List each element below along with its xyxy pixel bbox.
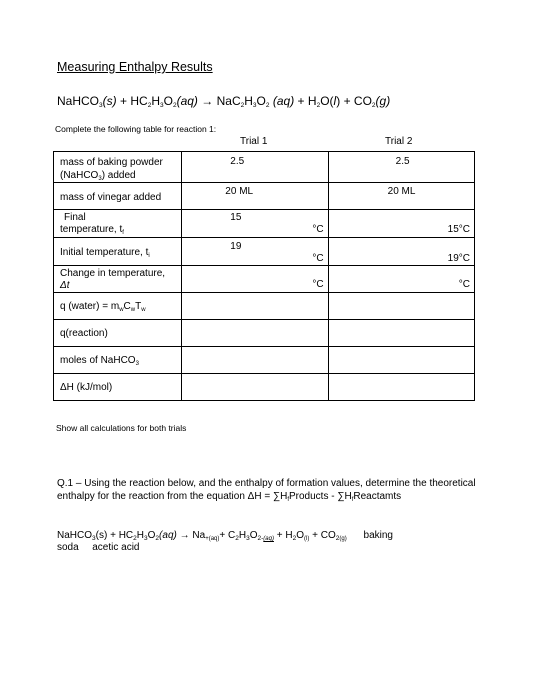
trial1-cell[interactable]: °C — [182, 266, 328, 293]
trial1-cell[interactable] — [182, 374, 328, 401]
table-row-initial-temperature — [54, 238, 475, 266]
question-1: Q.1 – Using the reaction below, and the enthalpy of formation values, determine the theoretical enthalpy for the reaction from the equation $\Delta H = \sum H_fProducts$ - $\sum H_fReactamts$ — [57, 478, 476, 503]
trial2-cell[interactable]: °C — [328, 266, 474, 293]
trial1-cell[interactable]: 20 ML — [182, 183, 328, 210]
trial2-cell[interactable] — [328, 293, 474, 320]
row-label: mass of vinegar added — [54, 183, 182, 210]
page-title: Measuring Enthalpy Results — [57, 60, 213, 74]
label-soda: soda — [57, 542, 79, 553]
label-baking: baking — [363, 530, 393, 541]
table-row-mass-vinegar — [54, 183, 475, 210]
trial2-cell[interactable]: 15°C — [328, 210, 474, 238]
trial2-cell[interactable] — [328, 347, 474, 374]
arrow-icon: → — [179, 530, 190, 541]
trial1-cell[interactable]: 19 °C — [182, 238, 328, 266]
trial2-cell[interactable]: 19°C — [328, 238, 474, 266]
row-label: moles of NaHCO$_3$ — [54, 347, 182, 374]
trial1-cell[interactable]: 15 °C — [182, 210, 328, 238]
results-table — [53, 151, 475, 401]
table-instruction: Complete the following table for reaction 1: — [55, 124, 217, 134]
calculation-note: Show all calculations for both trials — [56, 423, 187, 433]
trial2-cell[interactable]: 20 ML — [328, 183, 474, 210]
trial2-cell[interactable]: 2.5 — [328, 152, 474, 183]
trial2-cell[interactable] — [328, 320, 474, 347]
reactant-acetic-acid: $HC_2H_3O_2(aq)$ — [130, 94, 198, 109]
arrow-icon: → — [201, 94, 214, 108]
plus-sign: + — [343, 94, 351, 108]
table-row-q-water — [54, 293, 475, 320]
row-label: q(reaction) — [54, 320, 182, 347]
plus-sign: + — [119, 94, 127, 108]
trial1-cell[interactable]: 2.5 — [182, 152, 328, 183]
table-row-delta-h — [54, 374, 475, 401]
header-trial-2: Trial 2 — [385, 136, 413, 147]
reaction-equation — [57, 94, 390, 109]
product-co2: $CO_2(g)$ — [353, 94, 391, 109]
row-label: Final temperature, $t_f$ — [54, 210, 182, 238]
plus-sign: + — [297, 94, 305, 108]
label-acetic-acid: acetic acid — [92, 542, 140, 553]
row-label: ΔH (kJ/mol) — [54, 374, 182, 401]
reaction-2-labels — [57, 542, 140, 553]
reactant-nahco3: NaHCO$_3$(s) — [57, 94, 117, 109]
reaction-equation-2: NaHCO$_3$(s) + $HC_2H_3O_2(aq) \to Na_{+(aq)}+ C_2H_3O_{2-(aq)} + H_2O_{(l)} + CO_{2(g)}$ baking — [57, 530, 393, 542]
row-label: q (water) = $m_wC_wT_w$ — [54, 293, 182, 320]
row-label: Change in temperature, Δt — [54, 266, 182, 293]
trial1-cell[interactable] — [182, 320, 328, 347]
table-row-mass-baking-powder — [54, 152, 475, 183]
table-row-change-temperature — [54, 266, 475, 293]
table-header-row — [54, 136, 474, 150]
table-row-q-reaction — [54, 320, 475, 347]
trial1-cell[interactable] — [182, 293, 328, 320]
row-label: Initial temperature, $t_i$ — [54, 238, 182, 266]
header-trial-1: Trial 1 — [240, 136, 268, 147]
product-sodium-acetate: $NaC_2H_3O_2$ (aq) — [216, 94, 295, 109]
trial1-cell[interactable] — [182, 347, 328, 374]
table-row-moles — [54, 347, 475, 374]
trial2-cell[interactable] — [328, 374, 474, 401]
row-label: mass of baking powder (NaHCO$_3$) added — [54, 152, 182, 183]
table-row-final-temperature — [54, 210, 475, 238]
product-water: $H_2O(l)$ — [307, 94, 341, 109]
